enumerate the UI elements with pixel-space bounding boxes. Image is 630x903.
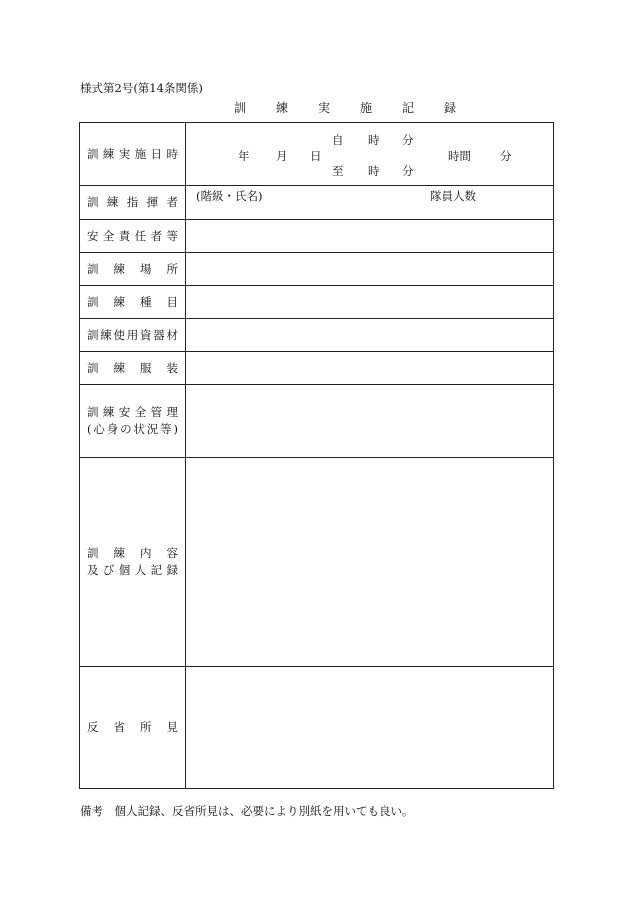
rank-name-hint: (階級・氏名) [196,189,263,203]
to-minute-unit: 分 [402,164,414,178]
row-attire [80,352,554,385]
safety-management-field[interactable] [186,385,554,458]
row-content [80,458,554,667]
label-instructor: 訓練指揮者 [80,186,186,220]
from-hour-unit: 時 [368,133,380,147]
row-datetime [80,123,554,186]
content-field[interactable] [186,458,554,667]
duration-hours-unit: 時間 [448,149,471,163]
label-safety-officer: 安全責任者等 [80,220,186,253]
label-equipment: 訓練使用資器材 [80,319,186,352]
training-type-field[interactable] [186,286,554,319]
safety-officer-field[interactable] [186,220,554,253]
row-instructor [80,186,554,220]
month-unit: 月 [276,149,288,163]
instructor-field[interactable] [186,186,554,220]
datetime-field[interactable] [186,123,554,186]
label-training-type: 訓練種目 [80,286,186,319]
footnote: 備考 個人記録、反省所見は、必要により別紙を用いても良い。 [80,804,414,818]
reflection-field[interactable] [186,667,554,789]
duration-minutes-unit: 分 [500,149,512,163]
to-label: 至 [332,164,344,178]
label-safety-management: 訓練安全管理 (心身の状況等) [80,385,186,458]
form-number: 様式第2号(第14条関係) [80,81,203,95]
row-safety-officer [80,220,554,253]
to-hour-unit: 時 [368,164,380,178]
year-unit: 年 [238,149,250,163]
row-location [80,253,554,286]
equipment-field[interactable] [186,319,554,352]
row-safety-management [80,385,554,458]
label-datetime: 訓練実施日時 [80,123,186,186]
row-equipment [80,319,554,352]
training-record-table [79,122,554,789]
location-field[interactable] [186,253,554,286]
document-title: 訓 練 実 施 記 録 [234,101,466,115]
row-reflection [80,667,554,789]
label-reflection: 反省所見 [80,667,186,789]
day-unit: 日 [310,149,322,163]
row-type [80,286,554,319]
member-count-label: 隊員人数 [430,189,476,203]
from-label: 自 [332,133,344,147]
label-content: 訓練内容 及び個人記録 [80,458,186,667]
from-minute-unit: 分 [402,133,414,147]
attire-field[interactable] [186,352,554,385]
label-location: 訓練場所 [80,253,186,286]
label-attire: 訓練服装 [80,352,186,385]
